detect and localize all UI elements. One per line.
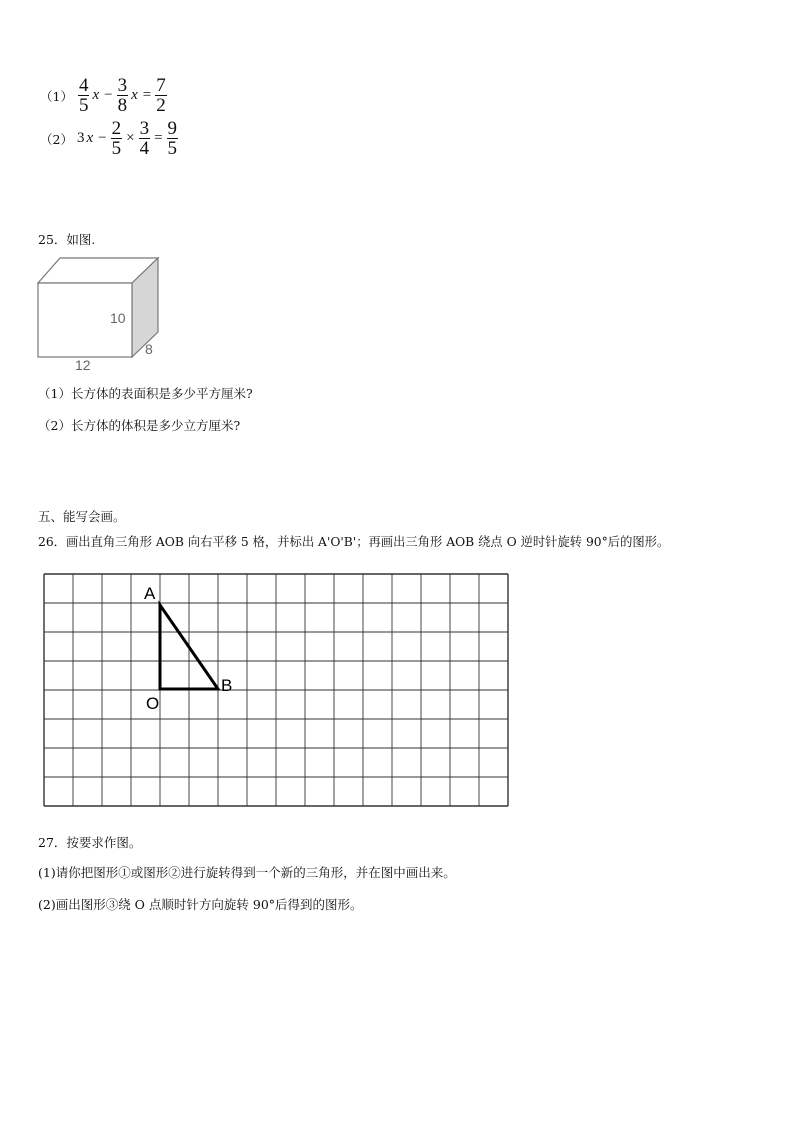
grid-figure: [40, 570, 512, 810]
point-a-label: A: [144, 584, 156, 603]
equation-2: （2） 3 x − $\frac{2}{5}$ × $\frac{3}{4}$ = $\frac{9}{5}$: [40, 118, 178, 159]
grid-lines: [44, 574, 508, 806]
fraction: $\frac{7}{2}$: [156, 75, 166, 116]
q25-title: 25．如图.: [38, 232, 96, 247]
q27-sub1: (1)请你把图形①或图形②进行旋转得到一个新的三角形，并在图中画出来。: [38, 865, 456, 880]
equation-1: （1） $\frac{4}{5}$ x − $\frac{3}{8}$ x = $\frac{7}{2}$: [40, 75, 166, 116]
fraction: $\frac{2}{5}$: [111, 118, 122, 159]
q25-sub2: （2）长方体的体积是多少立方厘米?: [38, 418, 241, 433]
fraction: $\frac{9}{5}$: [167, 118, 178, 159]
q26-title: 26．画出直角三角形 AOB 向右平移 5 格，并标出 A'O'B'；再画出三角形 AOB 绕点 O 逆时针旋转 90°后的图形。: [38, 535, 670, 549]
point-o-label: O: [146, 694, 160, 713]
q25-sub1: （1）长方体的表面积是多少平方厘米?: [38, 386, 253, 401]
fraction: $\frac{3}{8}$: [117, 75, 128, 116]
cuboid-width-label: 8: [145, 341, 153, 357]
equation-label: （1）: [40, 88, 73, 104]
q27-sub2: (2)画出图形③绕 O 点顺时针方向旋转 90°后得到的图形。: [38, 897, 363, 912]
point-b-label: B: [221, 676, 233, 695]
cuboid-length-label: 12: [75, 357, 91, 372]
equation-label: （2）: [40, 131, 73, 147]
cuboid-height-label: 10: [110, 310, 126, 326]
fraction: $\frac{4}{5}$: [78, 75, 89, 116]
q27-title: 27．按要求作图。: [38, 835, 142, 850]
cuboid-figure: [34, 254, 166, 372]
fraction: $\frac{3}{4}$: [139, 118, 150, 159]
section-title: 五、能写会画。: [38, 509, 126, 524]
